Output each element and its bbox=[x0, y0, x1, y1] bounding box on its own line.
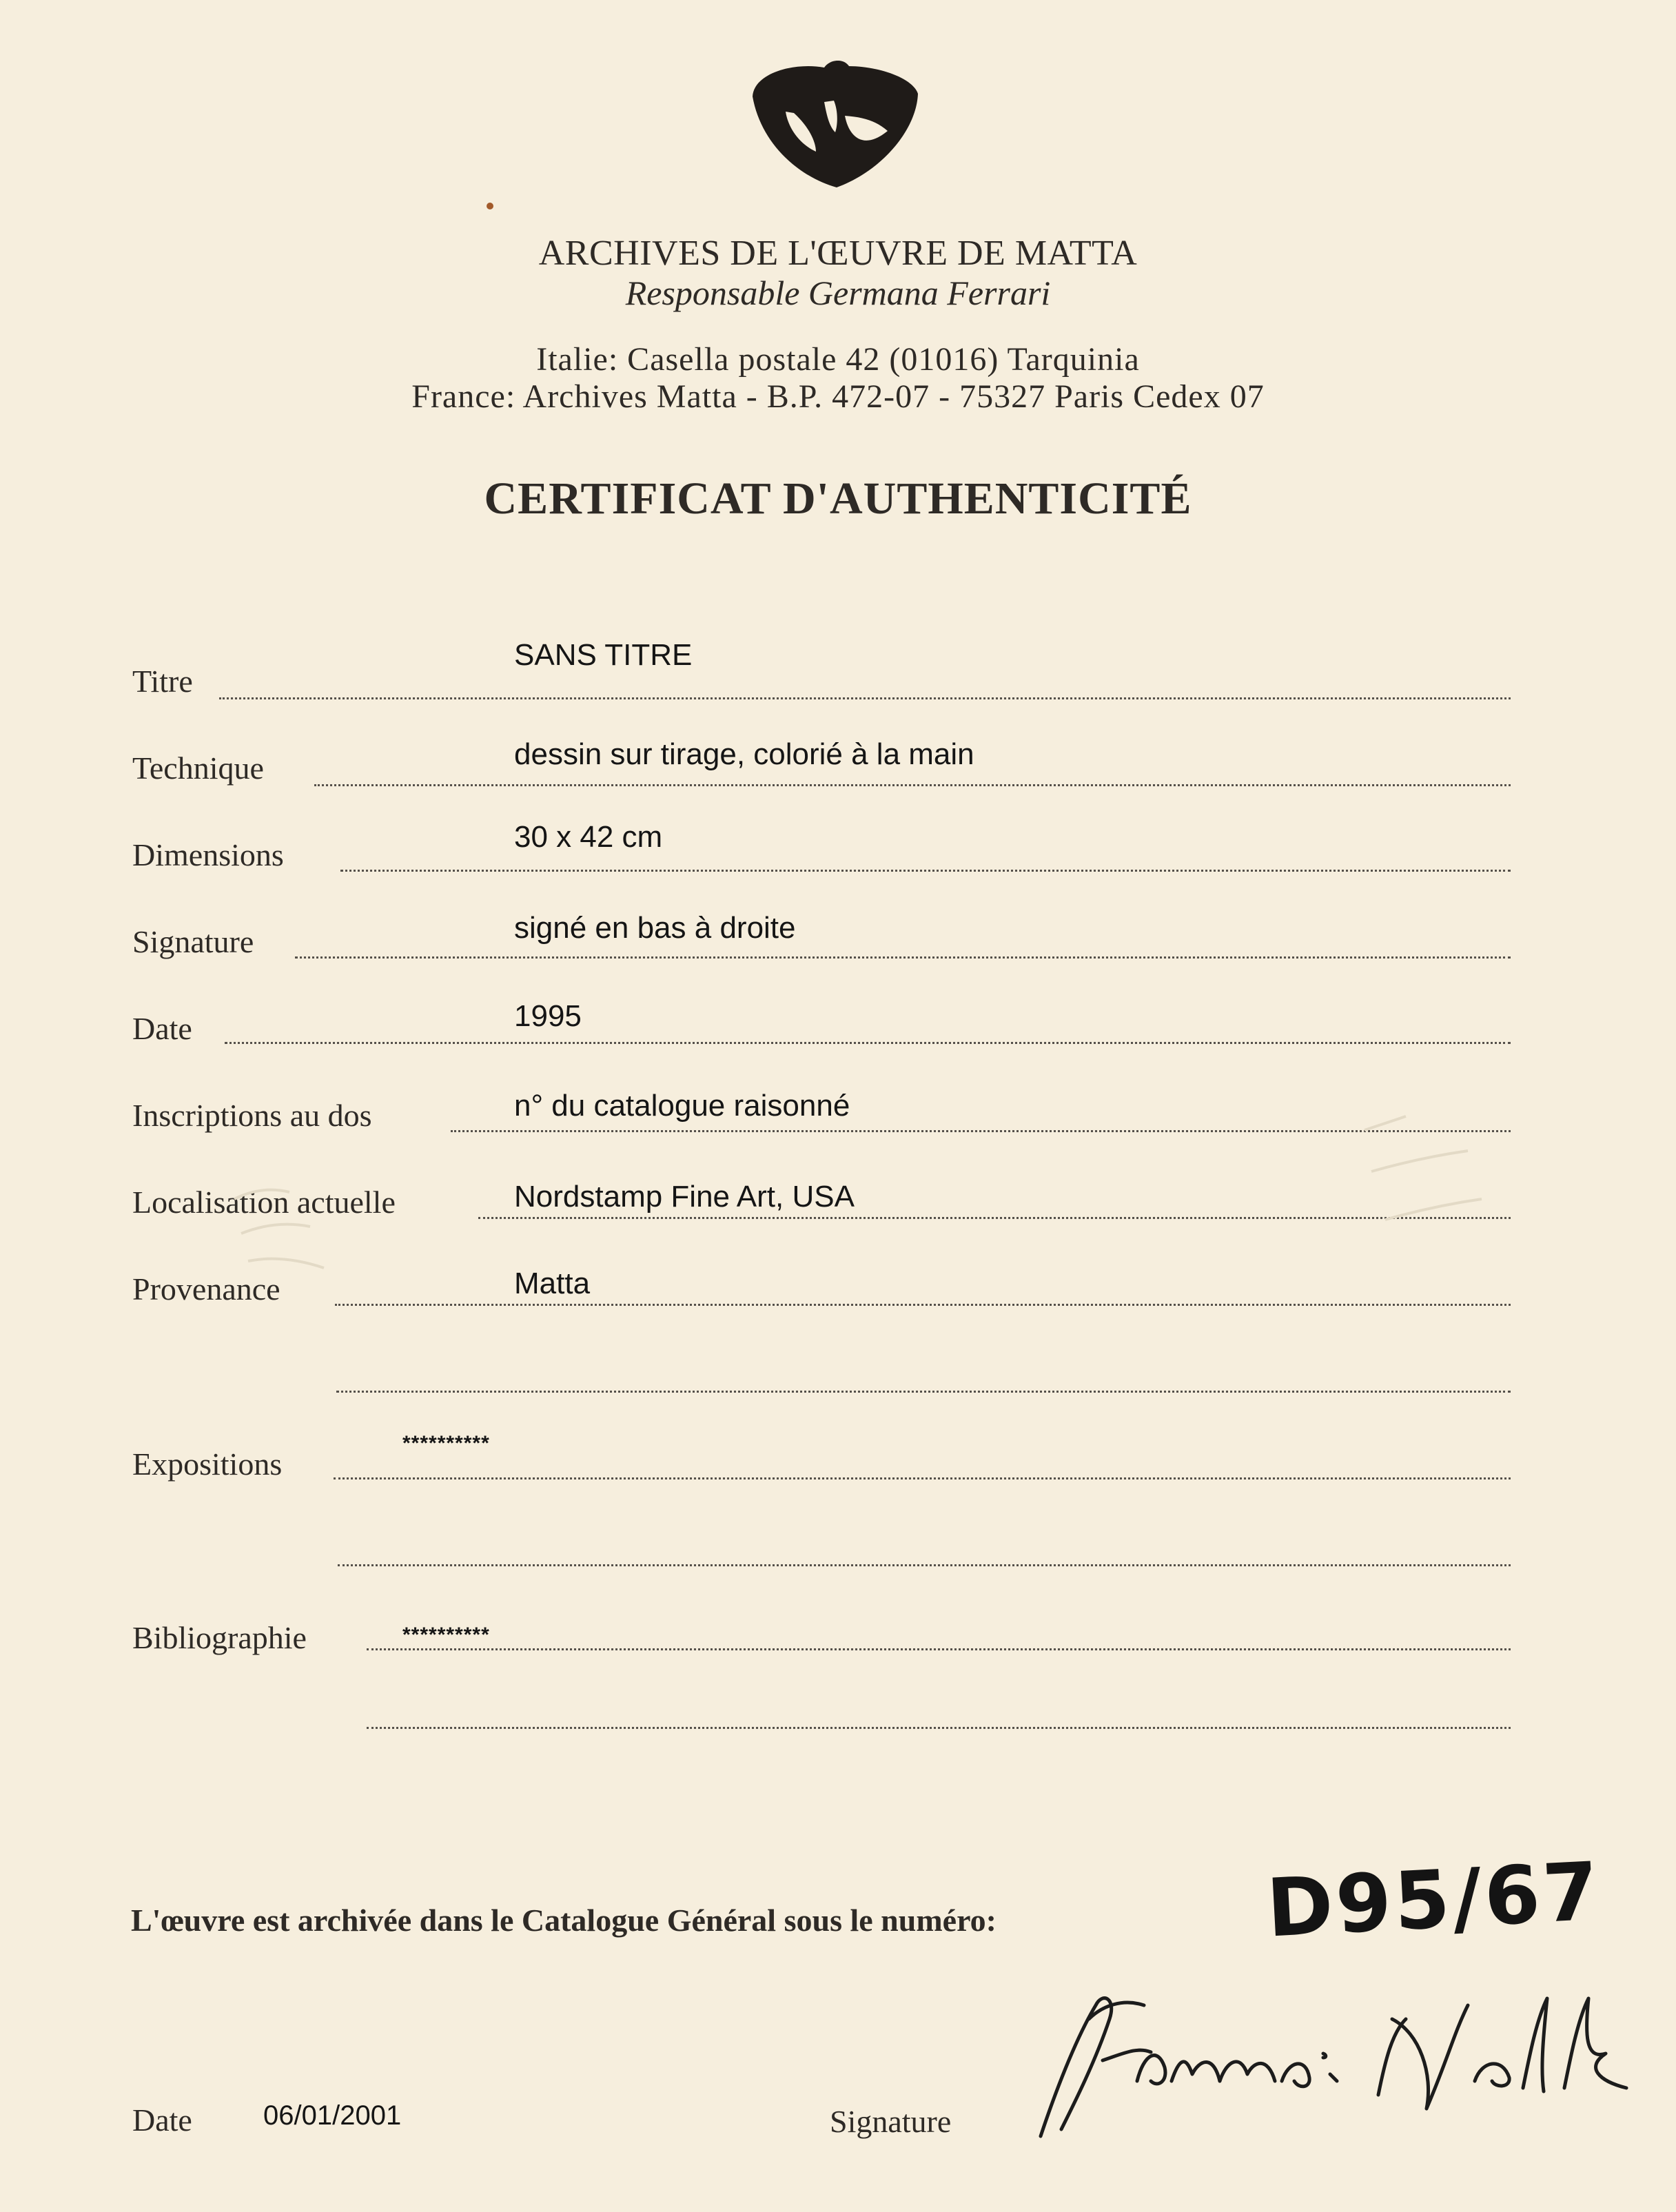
field-line-technique bbox=[314, 784, 1511, 786]
responsible-name: Responsable Germana Ferrari bbox=[625, 274, 1051, 312]
field-label-inscriptions: Inscriptions au dos bbox=[132, 1098, 372, 1133]
footer-date-label: Date bbox=[132, 2102, 192, 2138]
field-line-date bbox=[225, 1042, 1511, 1044]
field-value-dimensions: 30 x 42 cm bbox=[514, 820, 663, 854]
field-value-inscriptions: n° du catalogue raisonné bbox=[514, 1089, 850, 1123]
field-label-technique: Technique bbox=[132, 750, 264, 786]
certificate-title: CERTIFICAT D'AUTHENTICITÉ bbox=[484, 473, 1192, 524]
blank-line bbox=[336, 1391, 1511, 1393]
field-label-provenance: Provenance bbox=[132, 1271, 280, 1307]
field-value-signature: signé en bas à droite bbox=[514, 911, 796, 945]
blank-line bbox=[338, 1564, 1511, 1566]
field-line-dimensions bbox=[340, 870, 1511, 872]
field-value-technique: dessin sur tirage, colorié à la main bbox=[514, 737, 974, 771]
catalogue-number: D95/67 bbox=[1264, 1845, 1604, 1956]
field-value-provenance: Matta bbox=[514, 1267, 591, 1300]
field-label-localisation: Localisation actuelle bbox=[132, 1185, 396, 1220]
field-label-date: Date bbox=[132, 1011, 192, 1046]
field-value-titre: SANS TITRE bbox=[514, 638, 693, 672]
field-line-titre bbox=[219, 697, 1511, 699]
ink-speck bbox=[487, 203, 493, 209]
italy-address: Italie: Casella postale 42 (01016) Tarquinia bbox=[536, 341, 1140, 378]
field-line-provenance bbox=[335, 1304, 1511, 1306]
field-line-signature bbox=[295, 956, 1511, 959]
footer-signature-label: Signature bbox=[830, 2104, 952, 2139]
field-label-signature: Signature bbox=[132, 924, 254, 959]
emboss-seal-mark bbox=[221, 1171, 345, 1282]
field-value-localisation: Nordstamp Fine Art, USA bbox=[514, 1180, 855, 1213]
france-address: France: Archives Matta - B.P. 472-07 - 75327 Paris Cedex 07 bbox=[411, 378, 1265, 415]
archives-logo-icon bbox=[753, 61, 918, 189]
field-label-titre: Titre bbox=[132, 664, 193, 699]
field-value-date: 1995 bbox=[514, 999, 582, 1033]
catalogue-statement: L'œuvre est archivée dans le Catalogue Général sous le numéro: bbox=[131, 1903, 997, 1938]
archives-title: ARCHIVES DE L'ŒUVRE DE MATTA bbox=[538, 234, 1138, 273]
field-label-bibliographie: Bibliographie bbox=[132, 1620, 307, 1655]
field-label-expositions: Expositions bbox=[132, 1446, 283, 1482]
field-line-expositions bbox=[334, 1477, 1511, 1479]
field-value-expositions: ********** bbox=[402, 1432, 490, 1455]
handwritten-signature bbox=[1034, 1978, 1654, 2150]
field-label-dimensions: Dimensions bbox=[132, 837, 284, 872]
field-value-bibliographie: ********** bbox=[402, 1624, 490, 1646]
emboss-seal-mark bbox=[1351, 1089, 1502, 1240]
blank-line bbox=[367, 1727, 1511, 1729]
field-line-bibliographie bbox=[367, 1648, 1511, 1650]
footer-date-value: 06/01/2001 bbox=[263, 2100, 402, 2131]
